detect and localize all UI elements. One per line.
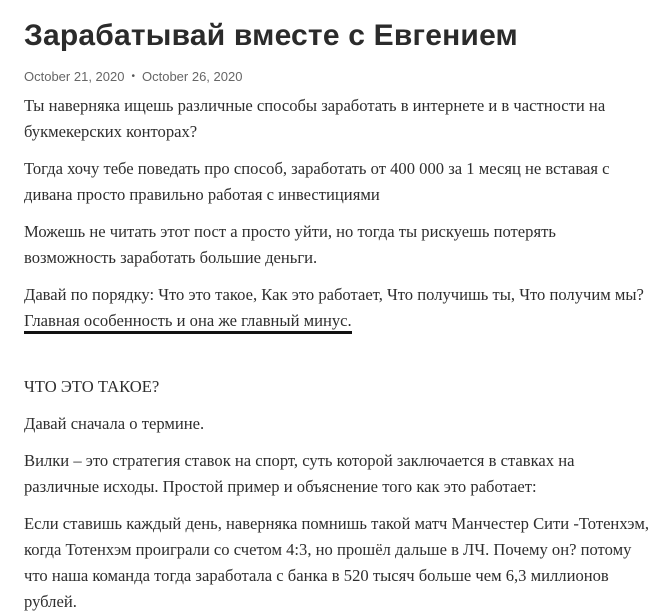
section-heading: ЧТО ЭТО ТАКОЕ? — [24, 377, 160, 396]
paragraph: Вилки – это стратегия ставок на спорт, суть которой заключается в ставках на различные исходы. Простой пример и объяснение того как это работает: — [24, 451, 575, 496]
paragraph: Можешь не читать этот пост а просто уйти, но тогда ты рискуешь потерять возможность заработать большие деньги. — [24, 222, 556, 267]
post-meta — [24, 68, 652, 86]
paragraph: Тогда хочу тебе поведать про способ, заработать от 400 000 за 1 месяц не вставая с дивана просто правильно работая с инвестициями — [24, 159, 610, 204]
order-text: Давай по порядку: Что это такое, Как это работает, Что получишь ты, Что получим мы? — [24, 285, 644, 304]
highlighted-phrase: Главная особенность и она же главный минус. — [24, 311, 352, 334]
published-date[interactable]: October 21, 2020 — [24, 69, 125, 84]
article-title: Зарабатывай вместе с Евгением — [24, 19, 518, 52]
paragraph: Давай сначала о термине. — [24, 414, 205, 433]
paragraph: Если ставишь каждый день, наверняка помнишь такой матч Манчестер Сити -Тотенхэм, когда Тотенхэм проиграли со счетом 4:3, но прошёл дальше в ЛЧ. Почему он? потому что наша команда тогда заработала с банка в 520 тысяч больше чем 6,3 миллионов рублей. — [24, 514, 650, 611]
order-paragraph — [24, 282, 652, 334]
meta-separator: • — [131, 71, 135, 82]
article — [24, 14, 652, 615]
paragraph: Ты наверняка ищешь различные способы заработать в интернете и в частности на букмекерских конторах? — [24, 96, 606, 141]
article-body — [24, 93, 652, 615]
updated-date[interactable]: October 26, 2020 — [141, 69, 243, 84]
